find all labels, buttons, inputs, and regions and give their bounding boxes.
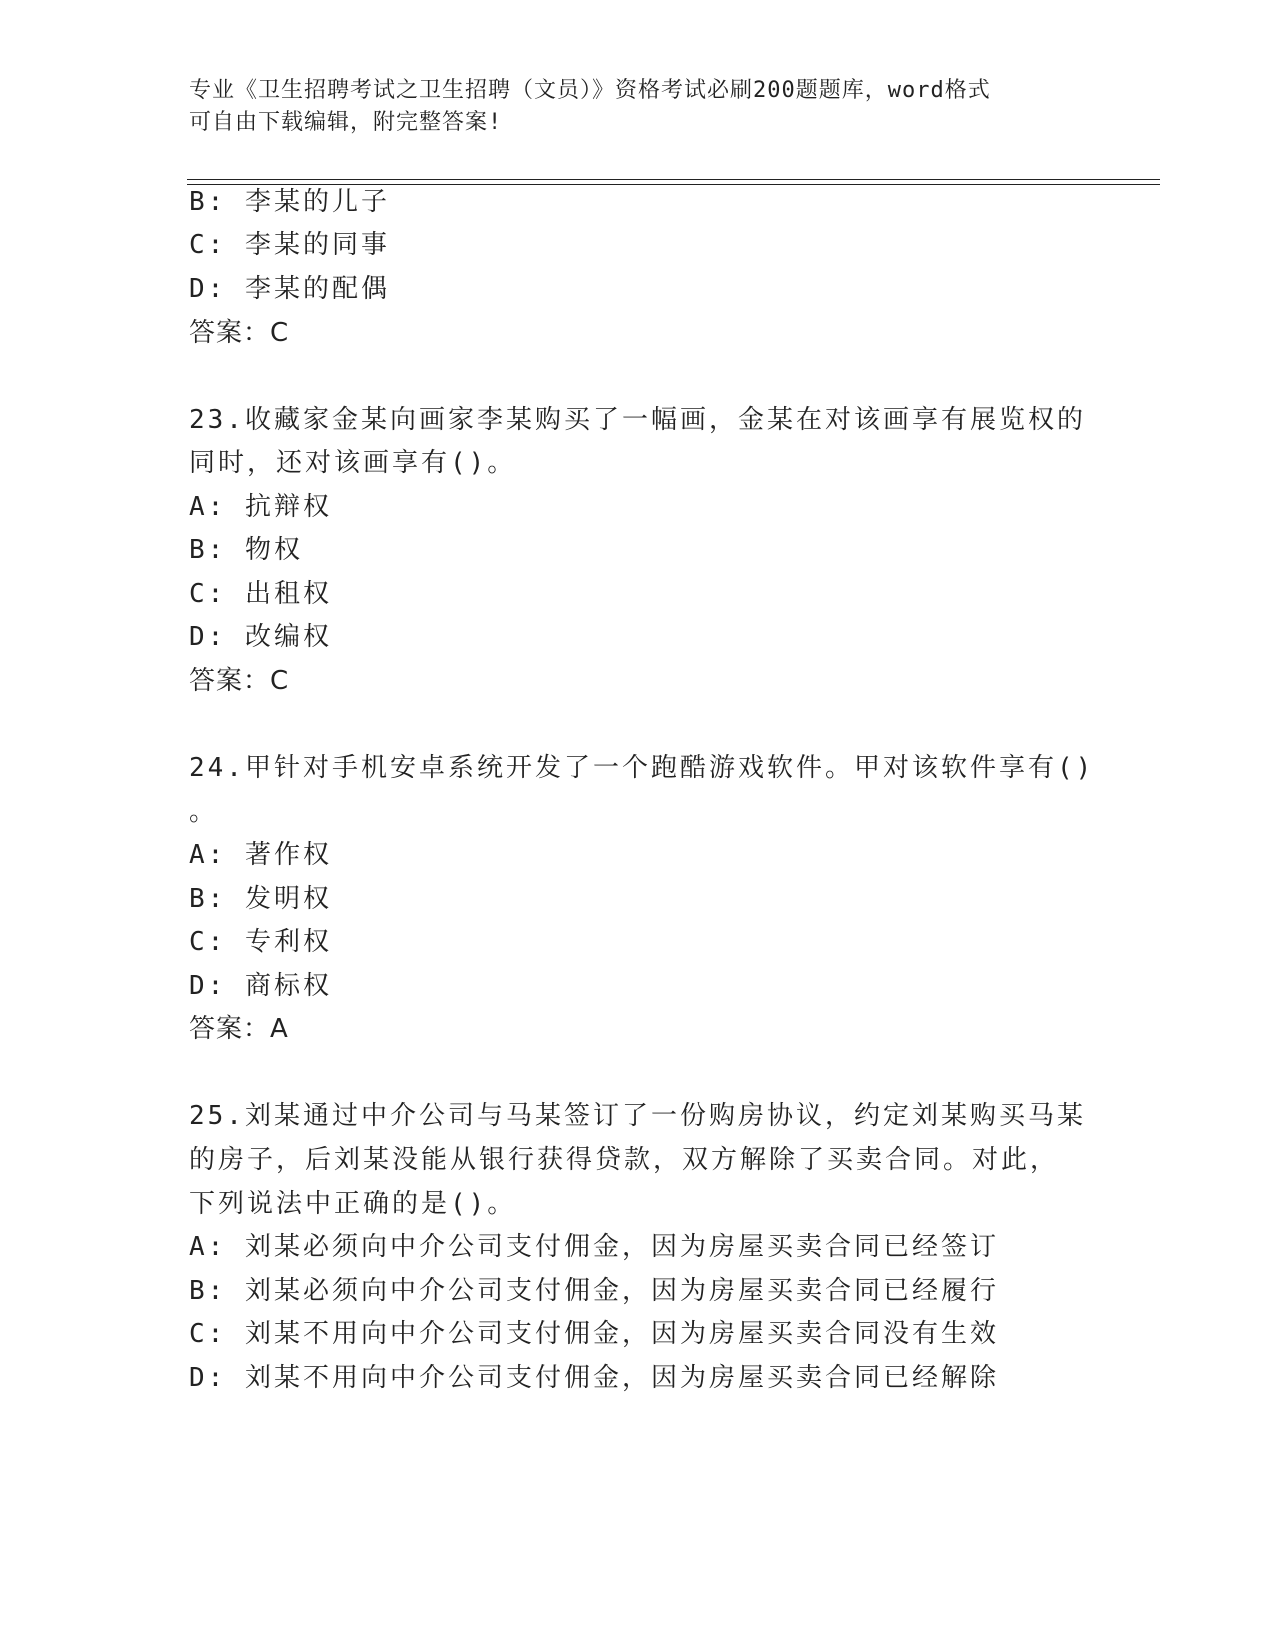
q25-option-b: B: 刘某必须向中介公司支付佣金，因为房屋买卖合同已经履行	[189, 1276, 999, 1306]
q25-option-d: D: 刘某不用向中介公司支付佣金，因为房屋买卖合同已经解除	[189, 1363, 999, 1393]
q23-option-d: D: 改编权	[189, 622, 332, 652]
q25-option-c: C: 刘某不用向中介公司支付佣金，因为房屋买卖合同没有生效	[189, 1319, 999, 1349]
q24-option-b: B: 发明权	[189, 884, 332, 914]
q25-stem-line-1: 25.刘某通过中介公司与马某签订了一份购房协议，约定刘某购买马某	[189, 1101, 1086, 1131]
q22-answer: 答案：C	[189, 318, 290, 348]
q23-answer: 答案：C	[189, 666, 290, 696]
q22-option-c: C: 李某的同事	[189, 230, 390, 260]
header-rule-top	[187, 179, 1160, 180]
q24-stem-line-2: 。	[189, 797, 219, 827]
header-title-line-2: 可自由下载编辑，附完整答案!	[189, 110, 503, 135]
q22-option-d: D: 李某的配偶	[189, 274, 390, 304]
q23-option-c: C: 出租权	[189, 579, 332, 609]
q23-stem-line-1: 23.收藏家金某向画家李某购买了一幅画，金某在对该画享有展览权的	[189, 405, 1086, 435]
q23-option-b: B: 物权	[189, 535, 303, 565]
q23-stem-line-2: 同时，还对该画享有()。	[189, 448, 517, 478]
q24-option-d: D: 商标权	[189, 971, 332, 1001]
q25-stem-line-3: 下列说法中正确的是()。	[189, 1189, 517, 1219]
q25-option-a: A: 刘某必须向中介公司支付佣金，因为房屋买卖合同已经签订	[189, 1232, 999, 1262]
q24-option-c: C: 专利权	[189, 927, 332, 957]
q22-option-b: B: 李某的儿子	[189, 187, 390, 217]
q24-answer: 答案：A	[189, 1014, 289, 1044]
q25-stem-line-2: 的房子，后刘某没能从银行获得贷款，双方解除了买卖合同。对此，	[189, 1145, 1060, 1175]
q23-option-a: A: 抗辩权	[189, 492, 332, 522]
q24-stem-line-1: 24.甲针对手机安卓系统开发了一个跑酷游戏软件。甲对该软件享有()	[189, 753, 1095, 783]
q24-option-a: A: 著作权	[189, 840, 332, 870]
header-title-line-1: 专业《卫生招聘考试之卫生招聘（文员）》资格考试必刷200题题库，word格式	[189, 78, 991, 103]
